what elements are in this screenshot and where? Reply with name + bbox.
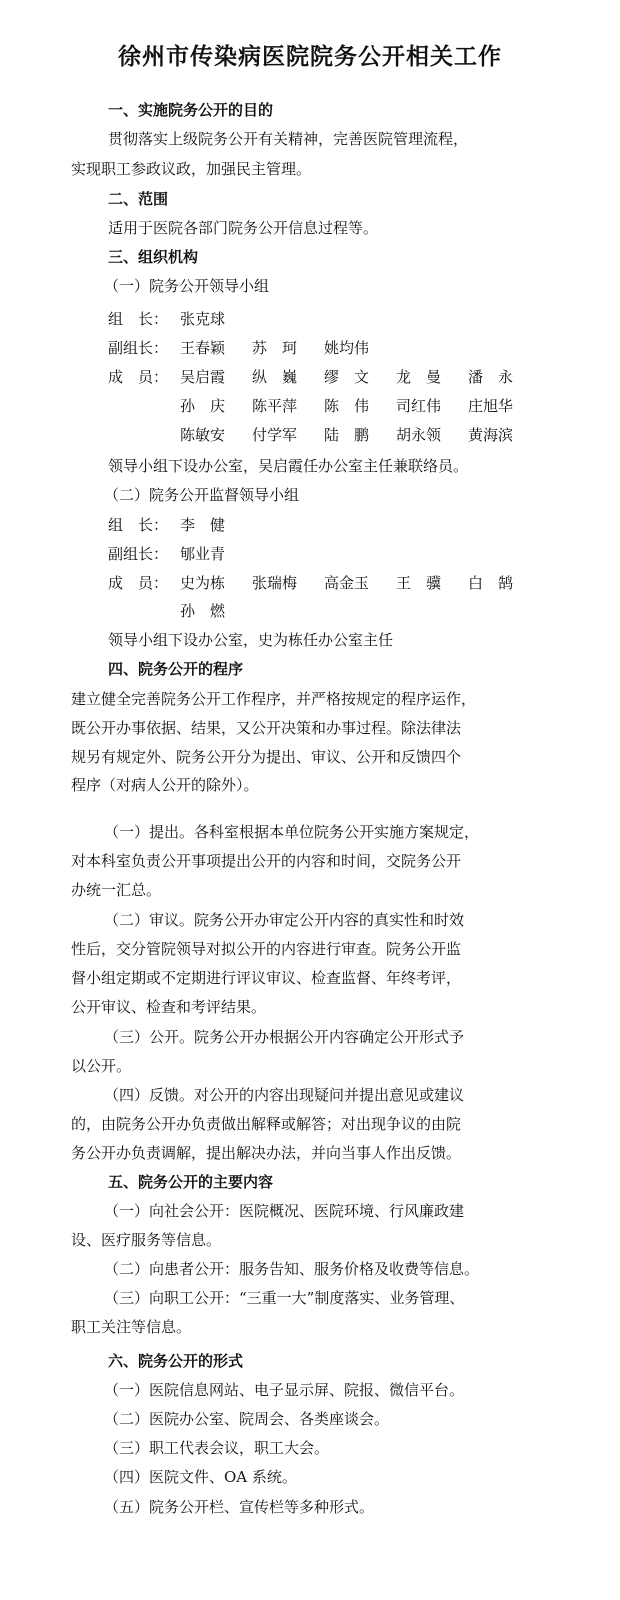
- member-name: 吴启霞: [180, 368, 226, 386]
- section-1-paragraph-line: 贯彻落实上级院务公开有关精神，完善医院管理流程，: [108, 130, 469, 148]
- deputy-name: 姚均伟: [324, 339, 370, 357]
- group-1-note: 领导小组下设办公室，吴启霞任办公室主任兼联络员。: [108, 457, 469, 475]
- member-name: 王 骥: [396, 574, 442, 592]
- content-2-line: （二）向患者公开：服务告知、服务价格及收费等信息。: [104, 1260, 480, 1278]
- step-3-line: （三）公开。院务公开办根据公开内容确定公开形式予: [104, 1028, 465, 1046]
- group-1-members-row: [180, 396, 540, 416]
- leader-label: 组 长：: [108, 516, 169, 534]
- group-2-members-row: [108, 573, 540, 593]
- section-6-heading: 六、院务公开的形式: [108, 1352, 244, 1370]
- group-2-deputy-row: [108, 544, 252, 564]
- member-name: 付学军: [252, 426, 298, 444]
- group-1-title: （一）院务公开领导小组: [104, 277, 270, 295]
- content-1-line: 设、医疗服务等信息。: [71, 1231, 222, 1249]
- form-item: （二）医院办公室、院周会、各类座谈会。: [104, 1410, 390, 1428]
- section-3-heading: 三、组织机构: [108, 248, 199, 266]
- leader-label: 组 长：: [108, 310, 169, 328]
- section-2-paragraph-line: 适用于医院各部门院务公开信息过程等。: [108, 219, 379, 237]
- member-name: 司红伟: [396, 397, 442, 415]
- step-1-line: 对本科室负责公开事项提出公开的内容和时间，交院务公开: [71, 852, 462, 870]
- group-2-title: （二）院务公开监督领导小组: [104, 486, 300, 504]
- step-3-line: 以公开。: [71, 1057, 132, 1075]
- member-name: 纵 巍: [252, 368, 298, 386]
- section-1-paragraph-line: 实现职工参政议政，加强民主管理。: [71, 160, 312, 178]
- section-5-heading: 五、院务公开的主要内容: [108, 1173, 274, 1191]
- step-2-line: （二）审议。院务公开办审定公开内容的真实性和时效: [104, 911, 465, 929]
- members-label: 成 员：: [108, 574, 169, 592]
- section-4-intro-line: 规另有规定外、院务公开分为提出、审议、公开和反馈四个: [71, 748, 462, 766]
- member-name: 张瑞梅: [252, 574, 298, 592]
- member-name: 黄海滨: [468, 426, 514, 444]
- group-2-leader-row: [108, 515, 252, 535]
- member-name: 高金玉: [324, 574, 370, 592]
- member-name: 孙 燃: [180, 602, 226, 620]
- deputy-label: 副组长：: [108, 339, 169, 357]
- section-4-intro-line: 既公开办事依据、结果，又公开决策和办事过程。除法律法: [71, 719, 462, 737]
- member-name: 史为栋: [180, 574, 226, 592]
- leader-name: 张克球: [180, 310, 226, 328]
- member-name: 陈平萍: [252, 397, 298, 415]
- section-1-heading: 一、实施院务公开的目的: [108, 101, 274, 119]
- deputy-label: 副组长：: [108, 545, 169, 563]
- group-1-members-row: [180, 425, 540, 445]
- form-item: （一）医院信息网站、电子显示屏、院报、微信平台。: [104, 1381, 465, 1399]
- member-name: 陆 鹏: [324, 426, 370, 444]
- form-item: （五）院务公开栏、宣传栏等多种形式。: [104, 1498, 375, 1516]
- content-3-line: 职工关注等信息。: [71, 1318, 192, 1336]
- step-2-line: 公开审议、检查和考评结果。: [71, 998, 267, 1016]
- member-name: 陈敏安: [180, 426, 226, 444]
- leader-name: 李 健: [180, 516, 226, 534]
- section-4-heading: 四、院务公开的程序: [108, 660, 244, 678]
- document-title: 徐州市传染病医院院务公开相关工作: [118, 44, 502, 70]
- section-4-intro-line: 建立健全完善院务公开工作程序，并严格按规定的程序运作，: [71, 690, 477, 708]
- member-name: 胡永领: [396, 426, 442, 444]
- form-item: （三）职工代表会议，职工大会。: [104, 1439, 330, 1457]
- step-4-line: 的，由院务公开办负责做出解释或解答；对出现争议的由院: [71, 1115, 462, 1133]
- content-1-line: （一）向社会公开：医院概况、医院环境、行风廉政建: [104, 1202, 465, 1220]
- member-name: 龙 曼: [396, 368, 442, 386]
- content-3-line: （三）向职工公开：“三重一大”制度落实、业务管理、: [104, 1289, 465, 1307]
- member-name: 白 鹄: [468, 574, 514, 592]
- group-1-leader-row: [108, 309, 252, 329]
- group-2-members-row: [180, 601, 252, 621]
- section-2-heading: 二、范围: [108, 190, 169, 208]
- step-1-line: 办统一汇总。: [71, 881, 162, 899]
- deputy-name: 郇业青: [180, 545, 226, 563]
- section-4-intro-line: 程序（对病人公开的除外）。: [71, 776, 259, 794]
- deputy-name: 王春颖: [180, 339, 226, 357]
- group-2-note: 领导小组下设办公室，史为栋任办公室主任: [108, 631, 394, 649]
- step-1-line: （一）提出。各科室根据本单位院务公开实施方案规定，: [104, 823, 480, 841]
- member-name: 孙 庆: [180, 397, 226, 415]
- group-1-deputy-row: [108, 338, 396, 358]
- step-2-line: 督小组定期或不定期进行评议审议、检查监督、年终考评，: [71, 969, 462, 987]
- step-4-line: 务公开办负责调解，提出解决办法，并向当事人作出反馈。: [71, 1144, 462, 1162]
- deputy-name: 苏 珂: [252, 339, 298, 357]
- step-4-line: （四）反馈。对公开的内容出现疑问并提出意见或建议: [104, 1086, 465, 1104]
- group-1-members-row: [108, 367, 540, 387]
- step-2-line: 性后，交分管院领导对拟公开的内容进行审查。院务公开监: [71, 940, 462, 958]
- members-label: 成 员：: [108, 368, 169, 386]
- member-name: 缪 文: [324, 368, 370, 386]
- form-item: （四）医院文件、OA 系统。: [104, 1468, 297, 1486]
- member-name: 庄旭华: [468, 397, 514, 415]
- member-name: 陈 伟: [324, 397, 370, 415]
- member-name: 潘 永: [468, 368, 514, 386]
